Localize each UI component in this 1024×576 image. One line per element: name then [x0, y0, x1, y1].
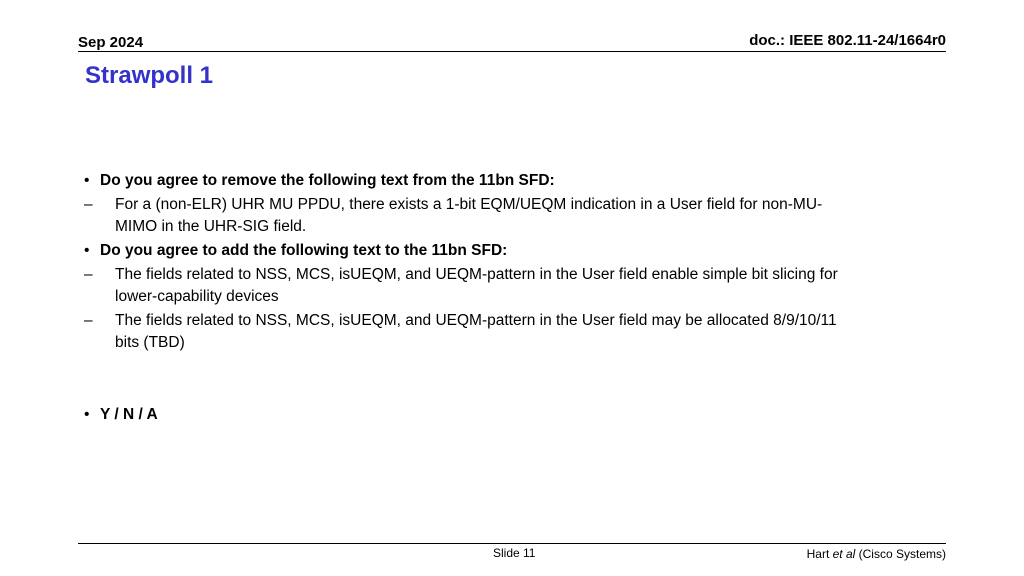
author-etal: et al: [832, 547, 856, 561]
sub-bullet-line: bits (TBD): [115, 334, 185, 351]
header-date: Sep 2024: [78, 34, 144, 51]
dash-icon: –: [84, 266, 93, 283]
sub-bullet-bit-allocation: [84, 310, 924, 354]
bullet-vote-options: [84, 404, 924, 426]
bullet-icon: •: [84, 242, 90, 259]
bullet-question-2: [84, 240, 924, 262]
question-1-text: Do you agree to remove the following text from the 11bn SFD:: [100, 172, 555, 189]
sub-bullet-line: lower-capability devices: [115, 288, 279, 305]
sub-bullet-remove-text: [84, 194, 924, 238]
sub-bullet-bit-slicing: [84, 264, 924, 308]
dash-icon: –: [84, 196, 93, 213]
sub-bullet-line: The fields related to NSS, MCS, isUEQM, and UEQM-pattern in the User field enable simple bit slicing for: [115, 266, 838, 283]
vote-options-text: Y / N / A: [100, 406, 158, 423]
sub-bullet-line: For a (non-ELR) UHR MU PPDU, there exists a 1-bit EQM/UEQM indication in a User field for non-MU-: [115, 196, 823, 213]
slide-title: Strawpoll 1: [85, 62, 214, 89]
header-document-id: doc.: IEEE 802.11-24/1664r0: [749, 32, 946, 49]
footer-divider: [78, 543, 946, 544]
sub-bullet-line: The fields related to NSS, MCS, isUEQM, and UEQM-pattern in the User field may be allocated 8/9/10/11: [115, 312, 837, 329]
slide-number: Slide 11: [493, 546, 536, 560]
author-name: Hart: [806, 547, 833, 561]
bullet-question-1: [84, 170, 924, 192]
header-divider: [78, 51, 946, 52]
footer-author: [807, 547, 946, 561]
bullet-icon: •: [84, 172, 90, 189]
author-organization: (Cisco Systems): [855, 547, 946, 561]
bullet-icon: •: [84, 406, 90, 423]
dash-icon: –: [84, 312, 93, 329]
slide-body: [84, 170, 924, 428]
sub-bullet-line: MIMO in the UHR-SIG field.: [115, 218, 307, 235]
question-2-text: Do you agree to add the following text to the 11bn SFD:: [100, 242, 508, 259]
